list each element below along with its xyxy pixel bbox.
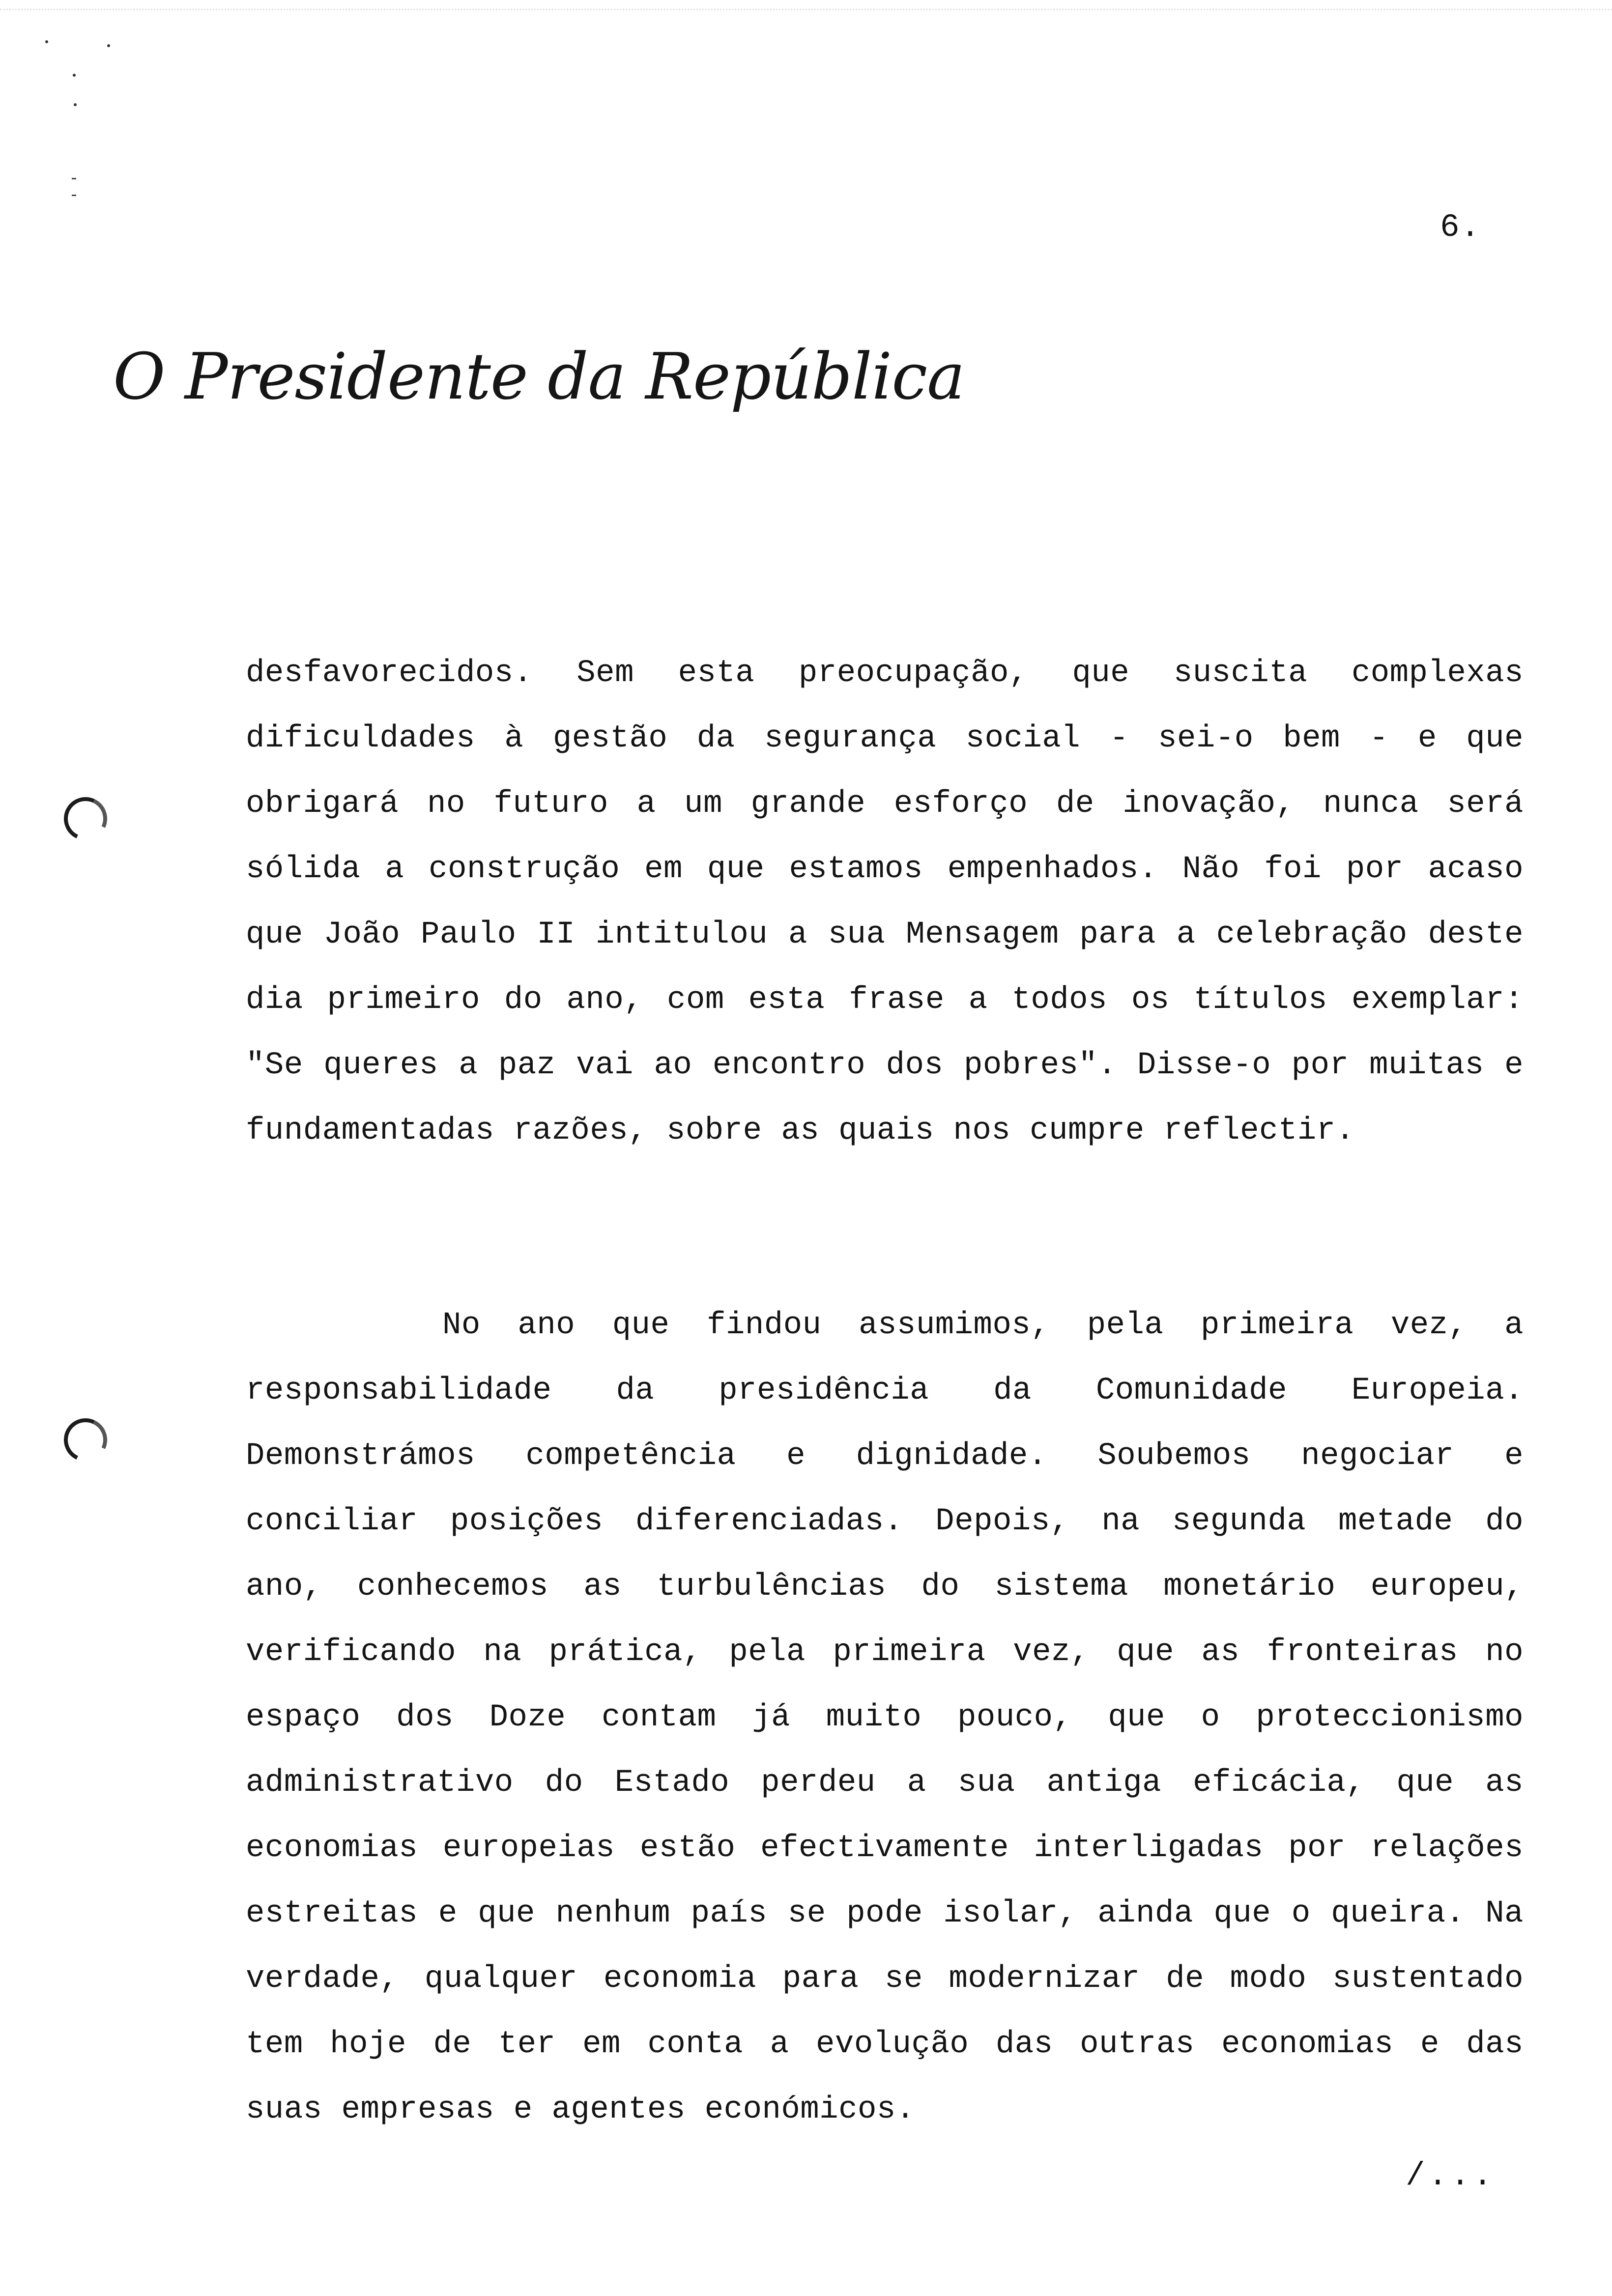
punch-hole-bottom	[58, 1412, 114, 1468]
punch-hole-top	[58, 791, 114, 847]
scan-speck	[107, 44, 110, 47]
continuation-mark: /...	[1406, 2157, 1496, 2194]
letterhead-script: O Presidente da República	[113, 339, 965, 414]
page-number: 6.	[1440, 209, 1481, 246]
paragraph-1: desfavorecidos. Sem esta preocupação, que suscita complexas dificuldades à gestão da segurança social - sei-o bem - e que obrigará no futuro a um grande esforço de inovação, nunca será sólida a construção em que estamos empenhados. Não foi por acaso que João Paulo II intitulou a sua Mensagem para a celebração deste dia primeiro do ano, com esta frase a todos os títulos exemplar: "Se queres a paz vai ao encontro dos pobres". Disse-o por muitas e fundamentadas razões, sobre as quais nos cumpre reflectir.	[246, 656, 1524, 1148]
scan-top-edge	[0, 9, 1612, 12]
scan-speck	[45, 40, 48, 43]
scan-dash	[72, 178, 76, 179]
scan-dash	[72, 195, 76, 196]
scan-speck	[73, 74, 76, 77]
paragraph-2: No ano que findou assumimos, pela primeira vez, a responsabilidade da presidência da Comunidade Europeia. Demonstrámos competência e dignidade. Soubemos negociar e conciliar posições diferenciadas. Depois, na segunda metade do ano, conhecemos as turbulências do sistema monetário europeu, verificando na prática, pela primeira vez, que as fronteiras no espaço dos Doze contam já muito pouco, que o proteccionismo administrativo do Estado perdeu a sua antiga eficácia, que as economias europeias estão efectivamente interligadas por relações estreitas e que nenhum país se pode isolar, ainda que o queira. Na verdade, qualquer economia para se modernizar de modo sustentado tem hoje de ter em conta a evolução das outras economias e das suas empresas e agentes económicos.	[246, 1308, 1524, 2127]
scan-speck	[74, 103, 77, 106]
